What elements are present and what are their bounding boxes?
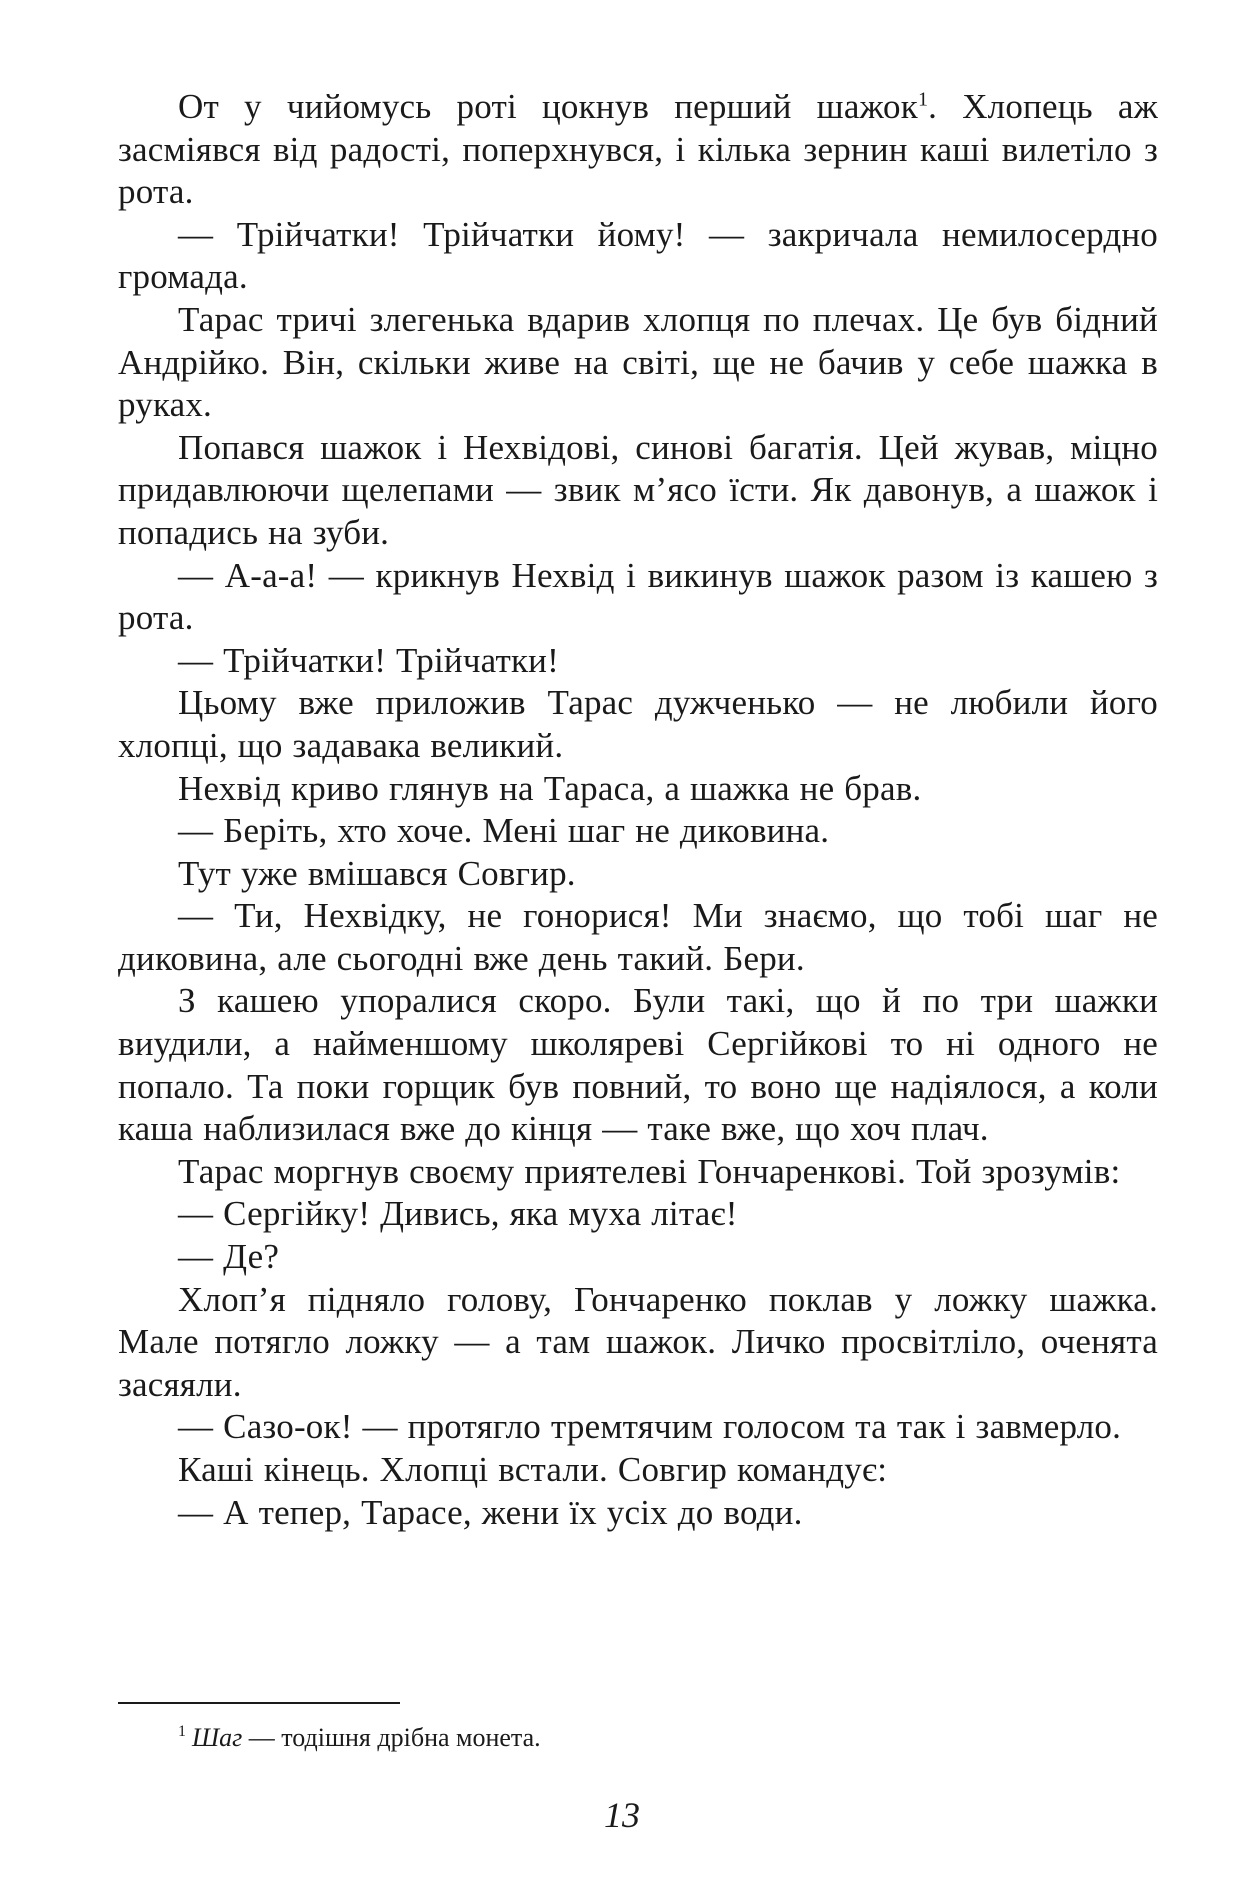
footnote-reference[interactable]: 1 (917, 88, 929, 111)
paragraph-2: — Трійчатки! Трійчатки йому! — закричала немилосердно громада. (118, 214, 1158, 297)
paragraph-10: Тут уже вмішався Совгир. (178, 853, 576, 893)
footnote-mark: 1 (178, 1723, 186, 1741)
paragraph-15: — Де? (178, 1237, 280, 1277)
page-body (118, 86, 1158, 1534)
paragraph-9: — Беріть, хто хоче. Мені шаг не диковина. (178, 811, 830, 851)
paragraph-16: Хлоп’я підняло голову, Гончаренко поклав у ложку шажка. Мале потягло ложку — а там шажок. Личко просвітліло, оченята засяяли. (118, 1279, 1158, 1404)
paragraph-5: — А-а-а! — крикнув Нехвід і викинув шажок разом із кашею з рота. (118, 555, 1158, 638)
page-number: 13 (604, 1795, 640, 1835)
paragraph-7: Цьому вже приложив Тарас дужченько — не любили його хлопці, що задавака великий. (118, 683, 1158, 765)
paragraph-17: — Сазо-ок! — протягло тремтячим голосом та так і завмерло. (178, 1407, 1122, 1447)
paragraph-1-continuation: . Хлопець аж засміявся від радості, поперхнувся, і кілька зернин каші вилетіло з рота. (118, 87, 1158, 212)
paragraph-3: Тарас тричі злегенька вдарив хлопця по плечах. Це був бідний Андрійко. Він, скільки живе на світі, ще не бачив у себе шажка в руках. (118, 299, 1158, 425)
footnote-definition: — тодішня дрібна монета. (242, 1723, 541, 1752)
paragraph-11: — Ти, Нехвідку, не гонорися! Ми знаємо, що тобі шаг не диковина, але сьогодні вже день такий. Бери. (118, 896, 1158, 978)
paragraph-13: Тарас моргнув своєму приятелеві Гончаренкові. Той зрозумів: (178, 1151, 1121, 1191)
paragraph-14: — Сергійку! Дивись, яка муха літає! (178, 1194, 738, 1234)
paragraph-1 (118, 86, 1158, 214)
paragraph-12: З кашею упоралися скоро. Були такі, що й по три шажки виудили, а найменшому школяреві Сергійкові то ні одного не попало. Та поки горщик був повний, то воно ще надіялося, а коли каша наблизилася вже до кінця — таке вже, що хоч плач. (118, 981, 1158, 1149)
footnote (178, 1722, 541, 1754)
paragraph-6: — Трійчатки! Трійчатки! (178, 640, 559, 680)
footnote-divider (118, 1702, 400, 1704)
paragraph-19: — А тепер, Тарасе, жени їх усіх до води. (178, 1492, 803, 1532)
paragraph-1-text: От у чийомусь роті цокнув перший шажок (178, 87, 918, 126)
main-text (118, 86, 1158, 1534)
paragraph-18: Каші кінець. Хлопці встали. Совгир командує: (178, 1450, 888, 1489)
paragraph-8: Нехвід криво глянув на Тараса, а шажка не брав. (178, 768, 922, 808)
footnote-term: Шаг (192, 1723, 243, 1752)
paragraph-4: Попався шажок і Нехвідові, синові багатія. Цей жував, міцно придавлюючи щелепами — звик м’ясо їсти. Як давонув, а шажок і попадись на зуби. (118, 427, 1158, 552)
